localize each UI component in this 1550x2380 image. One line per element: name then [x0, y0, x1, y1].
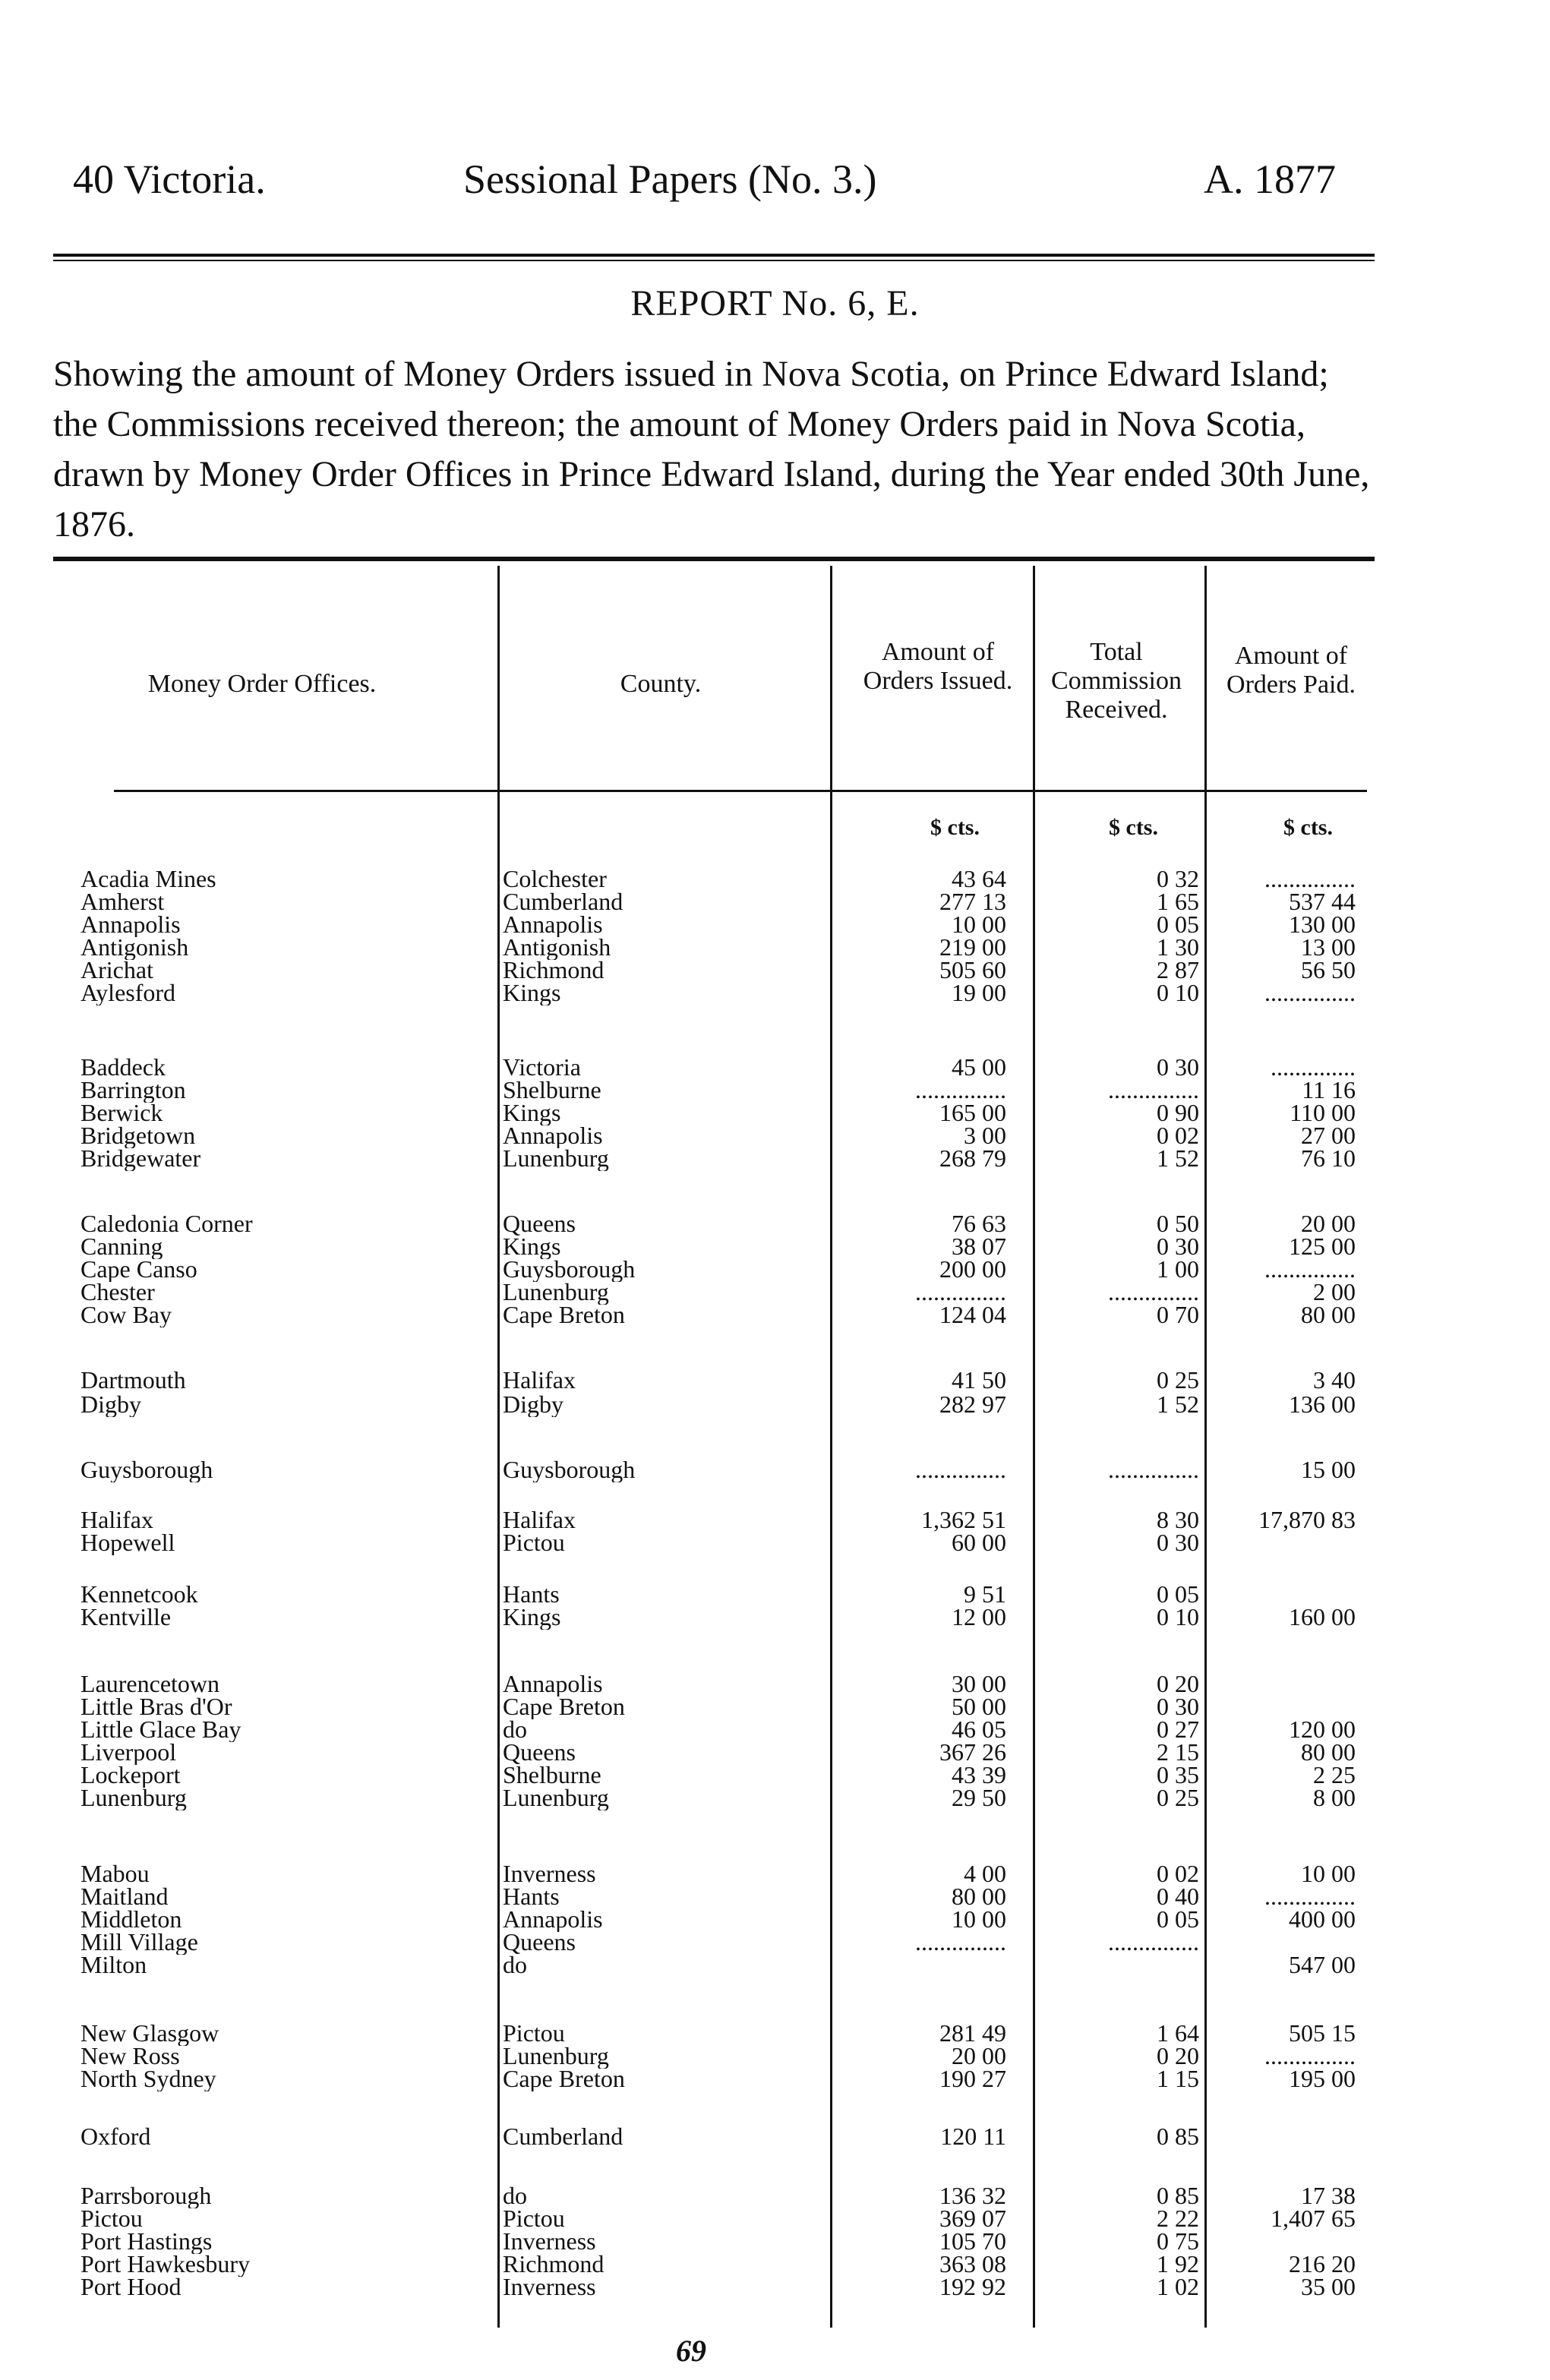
office-cell: Little Glace Bay: [80, 1716, 241, 1742]
office-cell: Arichat: [80, 957, 153, 983]
office-cell: Antigonish: [80, 934, 189, 960]
comm-cell: 0 02: [1157, 1860, 1199, 1887]
issued-cell: 60 00: [952, 1529, 1006, 1556]
comm-cell: 0 30: [1157, 1053, 1199, 1081]
county-cell: Pictou: [503, 1529, 565, 1555]
county-cell: Halifax: [503, 1507, 576, 1532]
office-cell: Berwick: [80, 1100, 163, 1125]
comm-cell: 0 10: [1157, 1603, 1199, 1630]
paid-cell: 56 50: [1301, 956, 1356, 983]
paid-cell: 11 16: [1302, 1076, 1356, 1103]
table-row: [0, 1302, 1550, 1327]
office-cell: Little Bras d'Or: [80, 1693, 232, 1719]
paid-cell: 216 20: [1289, 2250, 1356, 2277]
paid-cell: 15 00: [1301, 1456, 1356, 1483]
table-row: [0, 1529, 1550, 1555]
table-row: [0, 1145, 1550, 1171]
issued-cell: 281 49: [939, 2019, 1006, 2047]
paid-cell: 547 00: [1289, 1951, 1356, 1978]
issued-cell: 3 00: [964, 1122, 1006, 1149]
paid-cell: 8 00: [1313, 1784, 1356, 1811]
office-cell: Kentville: [80, 1604, 172, 1630]
comm-cell: 0 85: [1157, 2182, 1199, 2209]
county-cell: Cumberland: [503, 2123, 623, 2149]
paid-cell: 20 00: [1301, 1210, 1356, 1237]
county-cell: Cape Breton: [503, 2066, 625, 2091]
issued-cell: 41 50: [952, 1366, 1006, 1394]
issued-cell: 20 00: [952, 2042, 1006, 2069]
paid-cell: 27 00: [1301, 1122, 1356, 1149]
comm-cell: 0 27: [1157, 1716, 1199, 1743]
table-row: [0, 1391, 1550, 1417]
header-year: A. 1877: [1204, 156, 1336, 202]
office-cell: Kennetcook: [80, 1581, 198, 1607]
issued-cell: 43 64: [952, 865, 1006, 892]
office-cell: Aylesford: [80, 980, 176, 1005]
county-cell: Kings: [503, 1100, 561, 1125]
issued-cell: 190 27: [939, 2065, 1006, 2092]
comm-cell: 2 22: [1157, 2205, 1199, 2232]
comm-cell: 0 70: [1157, 1301, 1199, 1328]
intro-paragraph: Showing the amount of Money Orders issued in Nova Scotia, on Prince Edward Island; the Commissions received thereon; the amount of Money Orders paid in Nova Scotia, drawn by Money Order Offices in Prince Edward Island, during the Year ended 30th June, 1876.: [53, 354, 1370, 544]
county-cell: Queens: [503, 1211, 576, 1236]
header-sessional-papers: Sessional Papers (No. 3.): [463, 156, 877, 202]
paid-cell: 400 00: [1289, 1905, 1356, 1933]
issued-cell: 10 00: [952, 1905, 1006, 1933]
office-cell: Port Hawkesbury: [80, 2251, 251, 2277]
col-header-paid: Amount of Orders Paid.: [1226, 642, 1356, 699]
comm-cell: 0 40: [1157, 1883, 1199, 1910]
office-cell: Chester: [80, 1279, 155, 1305]
paid-cell: 35 00: [1301, 2273, 1356, 2300]
comm-cell: 0 30: [1157, 1233, 1199, 1260]
issued-cell: 192 92: [939, 2273, 1006, 2300]
paid-cell: 1,407 65: [1271, 2205, 1356, 2232]
units-paid: $ cts.: [1283, 815, 1333, 840]
county-cell: Queens: [503, 1929, 576, 1955]
col-header-commission: Total Commission Received.: [1051, 638, 1182, 724]
issued-cell: 277 13: [939, 888, 1006, 915]
county-cell: Pictou: [503, 2205, 565, 2231]
paid-cell: 17,870 83: [1258, 1506, 1356, 1533]
comm-cell: 0 30: [1157, 1693, 1199, 1720]
table-row: [0, 2123, 1550, 2149]
office-cell: Caledonia Corner: [80, 1211, 253, 1236]
office-cell: Parrsborough: [80, 2183, 212, 2208]
issued-cell: ...............: [915, 1278, 1006, 1305]
county-cell: Shelburne: [503, 1077, 601, 1103]
paid-cell: ...............: [1264, 1883, 1356, 1910]
col-header-office: Money Order Offices.: [147, 670, 377, 698]
issued-cell: 76 63: [952, 1210, 1006, 1237]
paid-cell: 3 40: [1313, 1366, 1356, 1394]
county-cell: Lunenburg: [503, 1145, 609, 1171]
county-cell: Queens: [503, 1739, 576, 1765]
county-cell: Lunenburg: [503, 2043, 609, 2069]
comm-cell: 0 30: [1157, 1529, 1199, 1556]
county-cell: Antigonish: [503, 934, 611, 960]
table-row: [0, 980, 1550, 1005]
paid-cell: 125 00: [1289, 1233, 1356, 1260]
office-cell: North Sydney: [80, 2066, 216, 2091]
header-session: 40 Victoria.: [73, 156, 266, 202]
comm-cell: 1 30: [1157, 933, 1199, 961]
comm-cell: 0 50: [1157, 1210, 1199, 1237]
header-bottom-rule: [114, 790, 1367, 792]
office-cell: Guysborough: [80, 1457, 213, 1482]
issued-cell: 9 51: [964, 1580, 1006, 1608]
comm-cell: 0 35: [1157, 1761, 1199, 1788]
comm-cell: 0 05: [1157, 1580, 1199, 1608]
issued-cell: ...............: [915, 1928, 1006, 1955]
issued-cell: 46 05: [952, 1716, 1006, 1743]
office-cell: New Glasgow: [80, 2020, 219, 2046]
office-cell: Barrington: [80, 1077, 186, 1103]
issued-cell: 43 39: [952, 1761, 1006, 1788]
county-cell: Guysborough: [503, 1457, 636, 1482]
comm-cell: 1 15: [1157, 2065, 1199, 2092]
county-cell: Colchester: [503, 866, 607, 892]
paid-cell: 10 00: [1301, 1860, 1356, 1887]
office-cell: Acadia Mines: [80, 866, 216, 892]
county-cell: Kings: [503, 1604, 561, 1630]
office-cell: Middleton: [80, 1906, 182, 1932]
county-cell: Inverness: [503, 2274, 596, 2300]
comm-cell: 0 20: [1157, 2042, 1199, 2069]
county-cell: Pictou: [503, 2020, 565, 2046]
issued-cell: 505 60: [939, 956, 1006, 983]
office-cell: Lunenburg: [80, 1785, 187, 1810]
issued-cell: 200 00: [939, 1255, 1006, 1283]
col-header-issued: Amount of Orders Issued.: [863, 638, 1013, 695]
paid-cell: ...............: [1264, 865, 1356, 892]
comm-cell: 0 10: [1157, 979, 1199, 1006]
table-row: [0, 1785, 1550, 1810]
county-cell: Richmond: [503, 957, 605, 983]
comm-cell: 0 75: [1157, 2227, 1199, 2255]
table-row: [0, 1367, 1550, 1393]
office-cell: Milton: [80, 1952, 147, 1978]
office-cell: Hopewell: [80, 1529, 175, 1555]
issued-cell: ...............: [915, 1456, 1006, 1483]
comm-cell: 1 02: [1157, 2273, 1199, 2300]
county-cell: do: [503, 2183, 527, 2208]
paid-cell: 130 00: [1289, 911, 1356, 938]
office-cell: Cape Canso: [80, 1256, 197, 1282]
county-cell: Kings: [503, 980, 561, 1005]
office-cell: Laurencetown: [80, 1671, 220, 1697]
issued-cell: 30 00: [952, 1670, 1006, 1697]
county-cell: Inverness: [503, 1861, 596, 1886]
office-cell: Lockeport: [80, 1762, 181, 1788]
issued-cell: 1,362 51: [921, 1506, 1006, 1533]
issued-cell: 268 79: [939, 1144, 1006, 1172]
county-cell: Annapolis: [503, 1122, 603, 1148]
county-cell: Annapolis: [503, 1906, 603, 1932]
county-cell: Lunenburg: [503, 1279, 609, 1305]
county-cell: Hants: [503, 1883, 560, 1909]
comm-cell: 1 92: [1157, 2250, 1199, 2277]
comm-cell: 1 52: [1157, 1390, 1199, 1418]
office-cell: Oxford: [80, 2123, 151, 2149]
table-row: [0, 2205, 1550, 2231]
paid-cell: 17 38: [1301, 2182, 1356, 2209]
comm-cell: 0 05: [1157, 911, 1199, 938]
issued-cell: 165 00: [939, 1099, 1006, 1126]
issued-cell: 38 07: [952, 1233, 1006, 1260]
issued-cell: 45 00: [952, 1053, 1006, 1081]
office-cell: Cow Bay: [80, 1302, 172, 1327]
office-cell: Liverpool: [80, 1739, 177, 1765]
county-cell: Cumberland: [503, 889, 623, 914]
issued-cell: 12 00: [952, 1603, 1006, 1630]
paid-cell: ...............: [1264, 979, 1356, 1006]
table-row: [0, 1952, 1550, 1978]
comm-cell: 0 25: [1157, 1784, 1199, 1811]
office-cell: New Ross: [80, 2043, 180, 2069]
office-cell: Canning: [80, 1233, 163, 1259]
issued-cell: 19 00: [952, 979, 1006, 1006]
issued-cell: 4 00: [964, 1860, 1006, 1887]
report-title: REPORT No. 6, E.: [630, 283, 920, 324]
comm-cell: 1 65: [1157, 888, 1199, 915]
paid-cell: 80 00: [1301, 1738, 1356, 1766]
office-cell: Annapolis: [80, 911, 181, 937]
paid-cell: 13 00: [1301, 933, 1356, 961]
issued-cell: 10 00: [952, 911, 1006, 938]
issued-cell: 363 08: [939, 2250, 1006, 2277]
office-cell: Halifax: [80, 1507, 153, 1532]
table-row: [0, 2066, 1550, 2091]
office-cell: Bridgewater: [80, 1145, 201, 1171]
office-cell: Mill Village: [80, 1929, 198, 1955]
county-cell: Cape Breton: [503, 1302, 625, 1327]
county-cell: Hants: [503, 1581, 560, 1607]
paid-cell: 2 25: [1313, 1761, 1356, 1788]
paid-cell: 76 10: [1301, 1144, 1356, 1172]
comm-cell: 0 02: [1157, 1122, 1199, 1149]
county-cell: Shelburne: [503, 1762, 601, 1788]
issued-cell: 50 00: [952, 1693, 1006, 1720]
comm-cell: ...............: [1108, 1076, 1199, 1103]
office-cell: Mabou: [80, 1861, 150, 1886]
header-rule: [53, 254, 1375, 257]
comm-cell: ...............: [1108, 1456, 1199, 1483]
paid-cell: 80 00: [1301, 1301, 1356, 1328]
office-cell: Pictou: [80, 2205, 143, 2231]
comm-cell: 1 00: [1157, 1255, 1199, 1283]
comm-cell: 1 52: [1157, 1144, 1199, 1172]
comm-cell: 0 25: [1157, 1366, 1199, 1394]
office-cell: Baddeck: [80, 1054, 166, 1080]
comm-cell: 0 20: [1157, 1670, 1199, 1697]
col-header-county: County.: [620, 670, 702, 698]
paid-cell: ...............: [1264, 1255, 1356, 1283]
office-cell: Digby: [80, 1391, 141, 1417]
county-cell: Annapolis: [503, 1671, 603, 1697]
issued-cell: 367 26: [939, 1738, 1006, 1766]
office-cell: Port Hood: [80, 2274, 182, 2300]
county-cell: Annapolis: [503, 911, 603, 937]
units-commission: $ cts.: [1109, 815, 1158, 840]
county-cell: Kings: [503, 1233, 561, 1259]
paid-cell: ..............: [1271, 1053, 1356, 1081]
county-cell: Inverness: [503, 2228, 596, 2254]
page-folio: 69: [676, 2334, 706, 2368]
county-cell: Halifax: [503, 1367, 576, 1393]
table-row: [0, 2274, 1550, 2300]
paid-cell: 136 00: [1289, 1390, 1356, 1418]
paid-cell: 120 00: [1289, 1716, 1356, 1743]
table-top-rule: [53, 557, 1375, 561]
comm-cell: 1 64: [1157, 2019, 1199, 2047]
county-cell: do: [503, 1952, 527, 1978]
issued-cell: 120 11: [940, 2123, 1006, 2150]
paid-cell: 160 00: [1289, 1603, 1356, 1630]
comm-cell: 2 15: [1157, 1738, 1199, 1766]
comm-cell: 0 05: [1157, 1905, 1199, 1933]
county-cell: do: [503, 1716, 527, 1742]
issued-cell: 136 32: [939, 2182, 1006, 2209]
table-row: [0, 1507, 1550, 1532]
paid-cell: 110 00: [1290, 1099, 1356, 1126]
issued-cell: ...............: [915, 1076, 1006, 1103]
units-issued: $ cts.: [930, 815, 980, 840]
issued-cell: 29 50: [952, 1784, 1006, 1811]
comm-cell: 0 32: [1157, 865, 1199, 892]
paid-cell: ...............: [1264, 2042, 1356, 2069]
table-row: [0, 1604, 1550, 1630]
comm-cell: 2 87: [1157, 956, 1199, 983]
comm-cell: 0 90: [1157, 1099, 1199, 1126]
issued-cell: 105 70: [939, 2227, 1006, 2255]
issued-cell: 80 00: [952, 1883, 1006, 1910]
issued-cell: 369 07: [939, 2205, 1006, 2232]
paid-cell: 505 15: [1289, 2019, 1356, 2047]
table-row: [0, 1906, 1550, 1932]
comm-cell: ...............: [1108, 1928, 1199, 1955]
office-cell: Dartmouth: [80, 1367, 186, 1393]
table-row: [0, 1457, 1550, 1482]
office-cell: Port Hastings: [80, 2228, 213, 2254]
issued-cell: 219 00: [939, 933, 1006, 961]
paid-cell: 195 00: [1289, 2065, 1356, 2092]
issued-cell: 124 04: [939, 1301, 1006, 1328]
county-cell: Cape Breton: [503, 1693, 625, 1719]
comm-cell: 0 85: [1157, 2123, 1199, 2150]
table-row: [0, 1671, 1550, 1697]
office-cell: Maitland: [80, 1883, 169, 1909]
county-cell: Lunenburg: [503, 1785, 609, 1810]
county-cell: Digby: [503, 1391, 563, 1417]
comm-cell: 8 30: [1157, 1506, 1199, 1533]
county-cell: Richmond: [503, 2251, 605, 2277]
paid-cell: 537 44: [1289, 888, 1356, 915]
paid-cell: 2 00: [1313, 1278, 1356, 1305]
header-rule-thin: [53, 260, 1375, 261]
issued-cell: 282 97: [939, 1390, 1006, 1418]
comm-cell: ...............: [1108, 1278, 1199, 1305]
office-cell: Bridgetown: [80, 1122, 196, 1148]
office-cell: Amherst: [80, 889, 165, 914]
county-cell: Victoria: [503, 1054, 581, 1080]
county-cell: Guysborough: [503, 1256, 636, 1282]
